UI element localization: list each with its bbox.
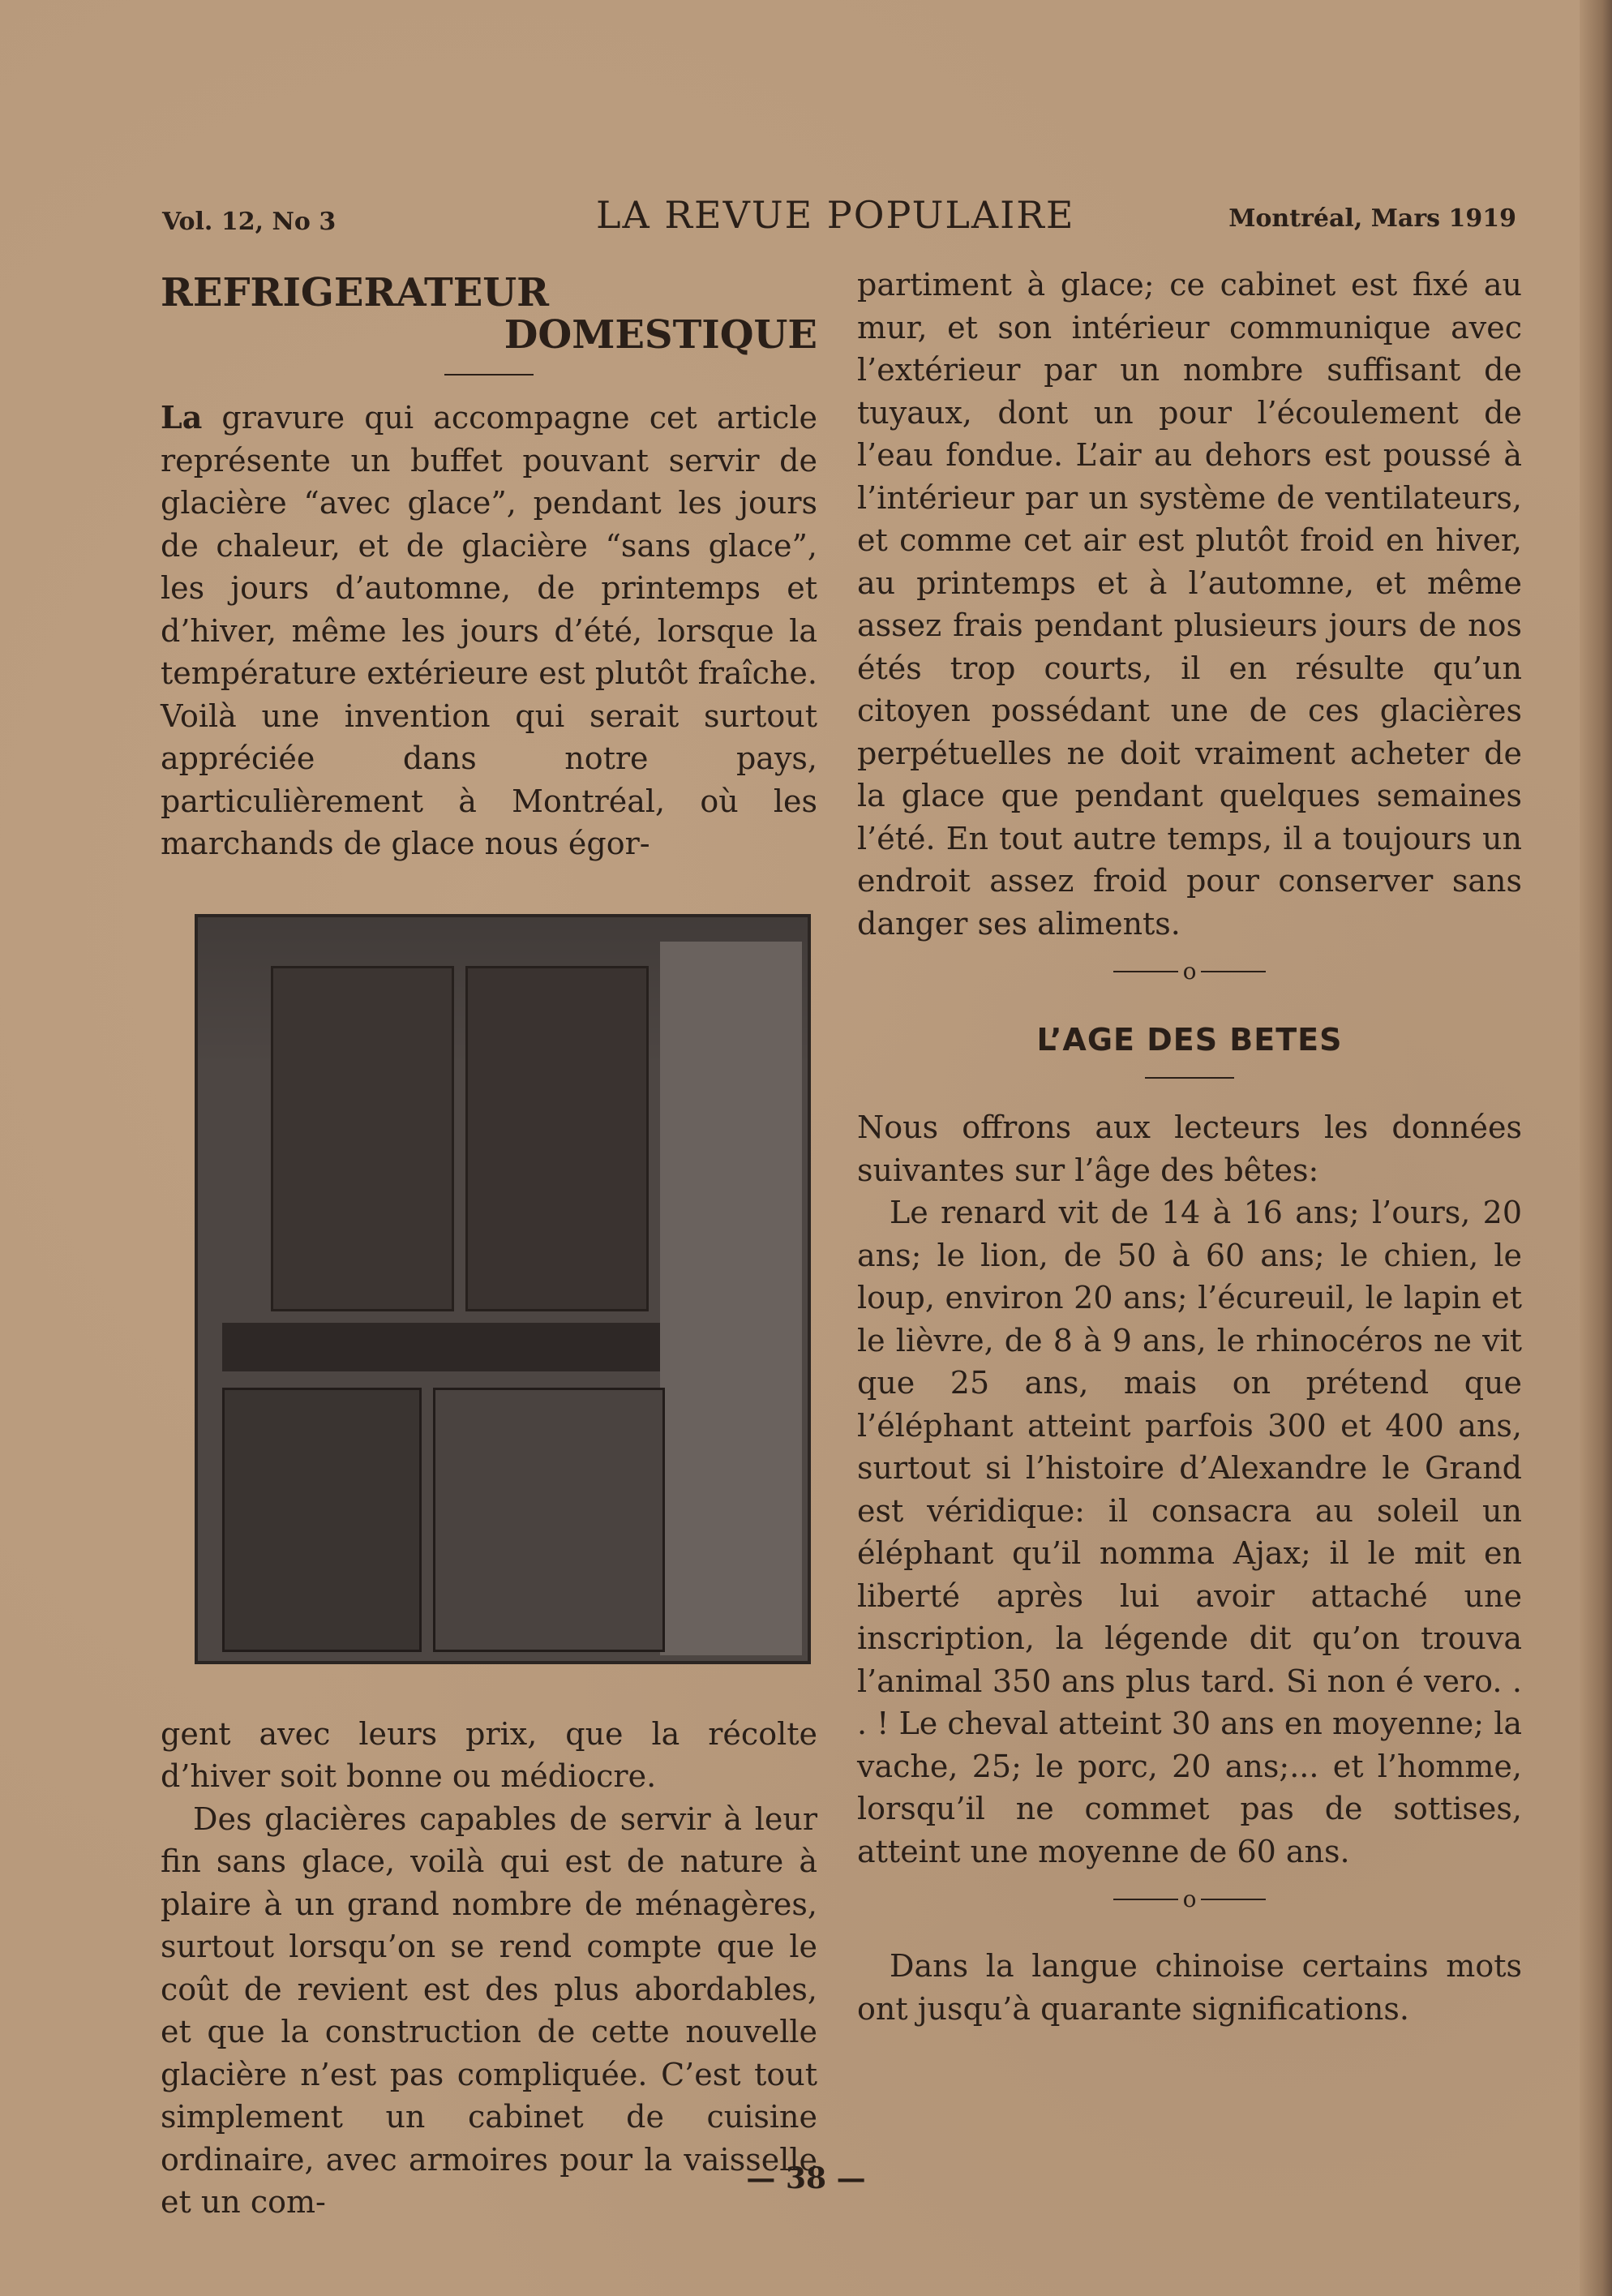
refrigerator-photo [195,914,811,1664]
photo-lower-door-left [222,1388,422,1652]
article1-paragraph-2-cont: partiment à glace; ce cabinet est fixé au mur, et son intérieur communique avec l’extérieur par un nombre suffisant de tuyaux, dont un pour l’écoulement de l’eau fondue. L’air au dehors est poussé à l’intérieur par un système de ventilateurs, et comme cet air est plutôt froid en hiver, au printemps et à l’automne, et même assez frais pendant plusieurs jours de nos étés trop courts, il en résulte qu’un citoyen possédant une de ces glacières perpétuelles ne doit vraiment acheter de la glace que pendant quelques semaines l’été. En tout autre temps, il a toujours un endroit assez froid pour conserver sans danger ses aliments. [857,267,1522,942]
title-rule [444,374,534,376]
article1-paragraph-1-cont: gent avec leurs prix, que la récolte d’hiver soit bonne ou médiocre. [161,1715,817,1794]
article1-para1-text: gravure qui accompagne cet article représente un buffet pouvant servir de glacière “avec glace”, pendant les jours de chaleur, et de glacière “sans glace”, les jours d’automne, de printemps et d’hiver, même les jours d’été, lorsque la température extérieure est plutôt fraîche. Voilà une invention qui serait surtout appréciée dans notre pays, particulièrement à Montréal, où les marchands de glace nous égor- [161,400,817,861]
photo-cabinet-door-right [465,966,649,1311]
journal-title: LA REVUE POPULAIRE [596,193,1075,237]
section-separator-2: o [857,1884,1522,1912]
article1-paragraph-2: Des glacières capables de servir à leur fin sans glace, voilà qui est de nature à plaire à un grand nombre de ménagères, surtout lorsqu’on se rend compte que le coût de revient est des plus abordables, et que la construction de cette nouvelle glacière n’est pas compliquée. C’est tout simplement un cabinet de cuisine ordinaire, avec armoires pour la vaisselle et un com- [161,1800,817,2220]
title-line-2: DOMESTIQUE [504,312,817,358]
right-column [857,264,1522,2030]
photo-cabinet-door-left [271,966,454,1311]
volume-number: Vol. 12, No 3 [162,208,337,236]
photo-counter [222,1323,660,1371]
article2-title-rule [1145,1077,1234,1079]
photo-wall-right [660,942,802,1655]
article-title-age-des-betes: L’AGE DES BETES [1036,1022,1343,1058]
article-title-refrigerateur [161,272,817,356]
drop-cap: La [161,399,203,436]
section-separator: o [857,956,1522,985]
page-number: — 38 — [746,2161,866,2195]
photo-lower-door-right [433,1388,665,1652]
page-header [162,193,1516,242]
article1-paragraph-1 [161,397,817,865]
left-column [161,272,817,2224]
filler-paragraph: Dans la langue chinoise certains mots ont jusqu’à quarante significations. [857,1948,1522,2027]
dateline: Montréal, Mars 1919 [1228,204,1516,233]
title-line-1: REFRIGERATEUR [161,270,550,315]
page-edge [1580,0,1612,2296]
article2-paragraph-2: Le renard vit de 14 à 16 ans; l’ours, 20 ans; le lion, de 50 à 60 ans; le chien, le loup, environ 20 ans; l’écureuil, le lapin et le lièvre, de 8 à 9 ans, le rhinocéros ne vit que 25 ans, mais on prétend que l’éléphant atteint parfois 300 et 400 ans, surtout si l’histoire d’Alexandre le Grand est véridique: il consacra au soleil un éléphant qu’il nomma Ajax; il le mit en liberté après lui avoir attaché une inscription, la légende dit qu’on trouva l’animal 350 ans plus tard. Si non é vero. . . ! Le cheval atteint 30 ans en moyenne; la vache, 25; le porc, 20 ans;... et l’homme, lorsqu’il ne commet pas de sottises, atteint une moyenne de 60 ans. [857,1195,1522,1869]
article2-paragraph-1: Nous offrons aux lecteurs les données suivantes sur l’âge des bêtes: [857,1109,1522,1188]
